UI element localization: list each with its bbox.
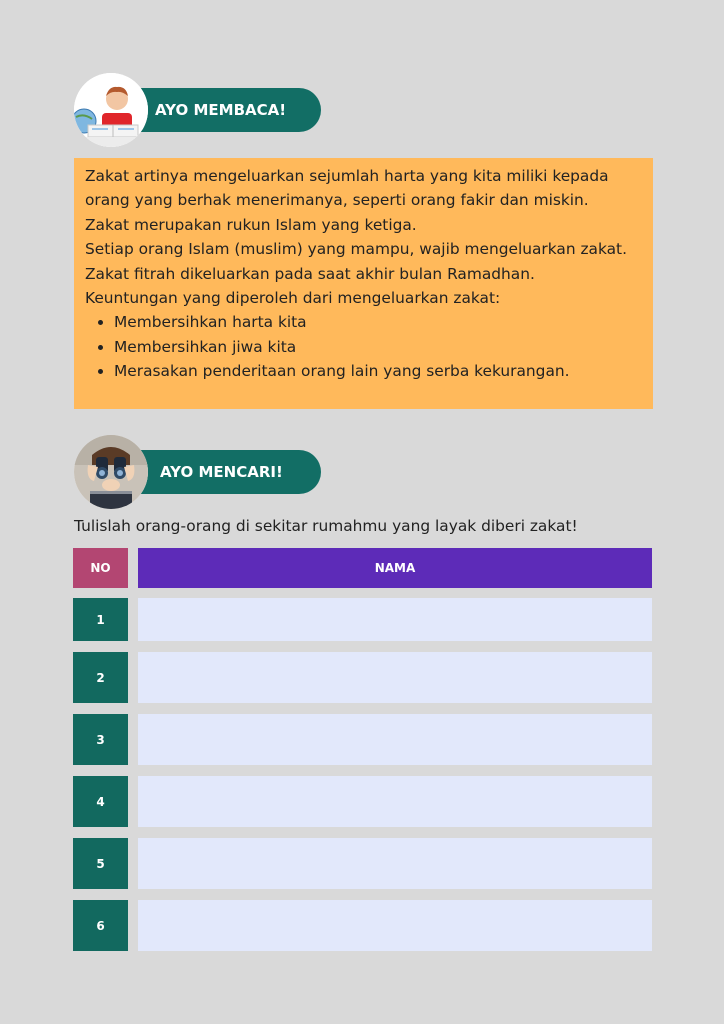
- table-row-name-field[interactable]: [138, 900, 652, 951]
- section-search-title: AYO MENCARI!: [160, 463, 283, 481]
- reading-paragraph: Zakat artinya mengeluarkan sejumlah harta yang kita miliki kepada orang yang berhak menerimanya, seperti orang fakir dan miskin.: [85, 167, 609, 210]
- reading-paragraph: Setiap orang Islam (muslim) yang mampu, wajib mengeluarkan zakat.: [85, 240, 627, 259]
- reading-text-box: [74, 158, 653, 409]
- table-row-name-field[interactable]: [138, 776, 652, 827]
- reading-child-avatar: [74, 73, 148, 147]
- reading-paragraph: Keuntungan yang diperoleh dari mengeluarkan zakat:: [85, 289, 501, 308]
- benefits-list-item: • Merasakan penderitaan orang lain yang serba kekurangan.: [114, 359, 643, 383]
- table-row-number: 6: [73, 900, 128, 951]
- benefits-list-item: • Membersihkan jiwa kita: [114, 335, 643, 359]
- binocular-child-image: [74, 435, 148, 509]
- binocular-child-avatar: [74, 435, 148, 509]
- table-header-nama: NAMA: [138, 548, 652, 588]
- table-row-number: 3: [73, 714, 128, 765]
- table-header-no: NO: [73, 548, 128, 588]
- table-row-number: 1: [73, 598, 128, 641]
- reading-paragraph: Zakat fitrah dikeluarkan pada saat akhir bulan Ramadhan.: [85, 264, 535, 283]
- search-instruction: Tulislah orang-orang di sekitar rumahmu yang layak diberi zakat!: [74, 517, 578, 535]
- table-row-name-field[interactable]: [138, 652, 652, 703]
- table-row-number: 4: [73, 776, 128, 827]
- table-row-number: 5: [73, 838, 128, 889]
- table-row-name-field[interactable]: [138, 598, 652, 641]
- table-row-number: 2: [73, 652, 128, 703]
- benefits-list: [85, 310, 643, 383]
- reading-paragraph: Zakat merupakan rukun Islam yang ketiga.: [85, 215, 417, 234]
- benefits-list-item: • Membersihkan harta kita: [114, 310, 643, 334]
- table-row-name-field[interactable]: [138, 838, 652, 889]
- section-read-title: AYO MEMBACA!: [155, 101, 287, 119]
- reading-child-image: [74, 73, 148, 147]
- table-row-name-field[interactable]: [138, 714, 652, 765]
